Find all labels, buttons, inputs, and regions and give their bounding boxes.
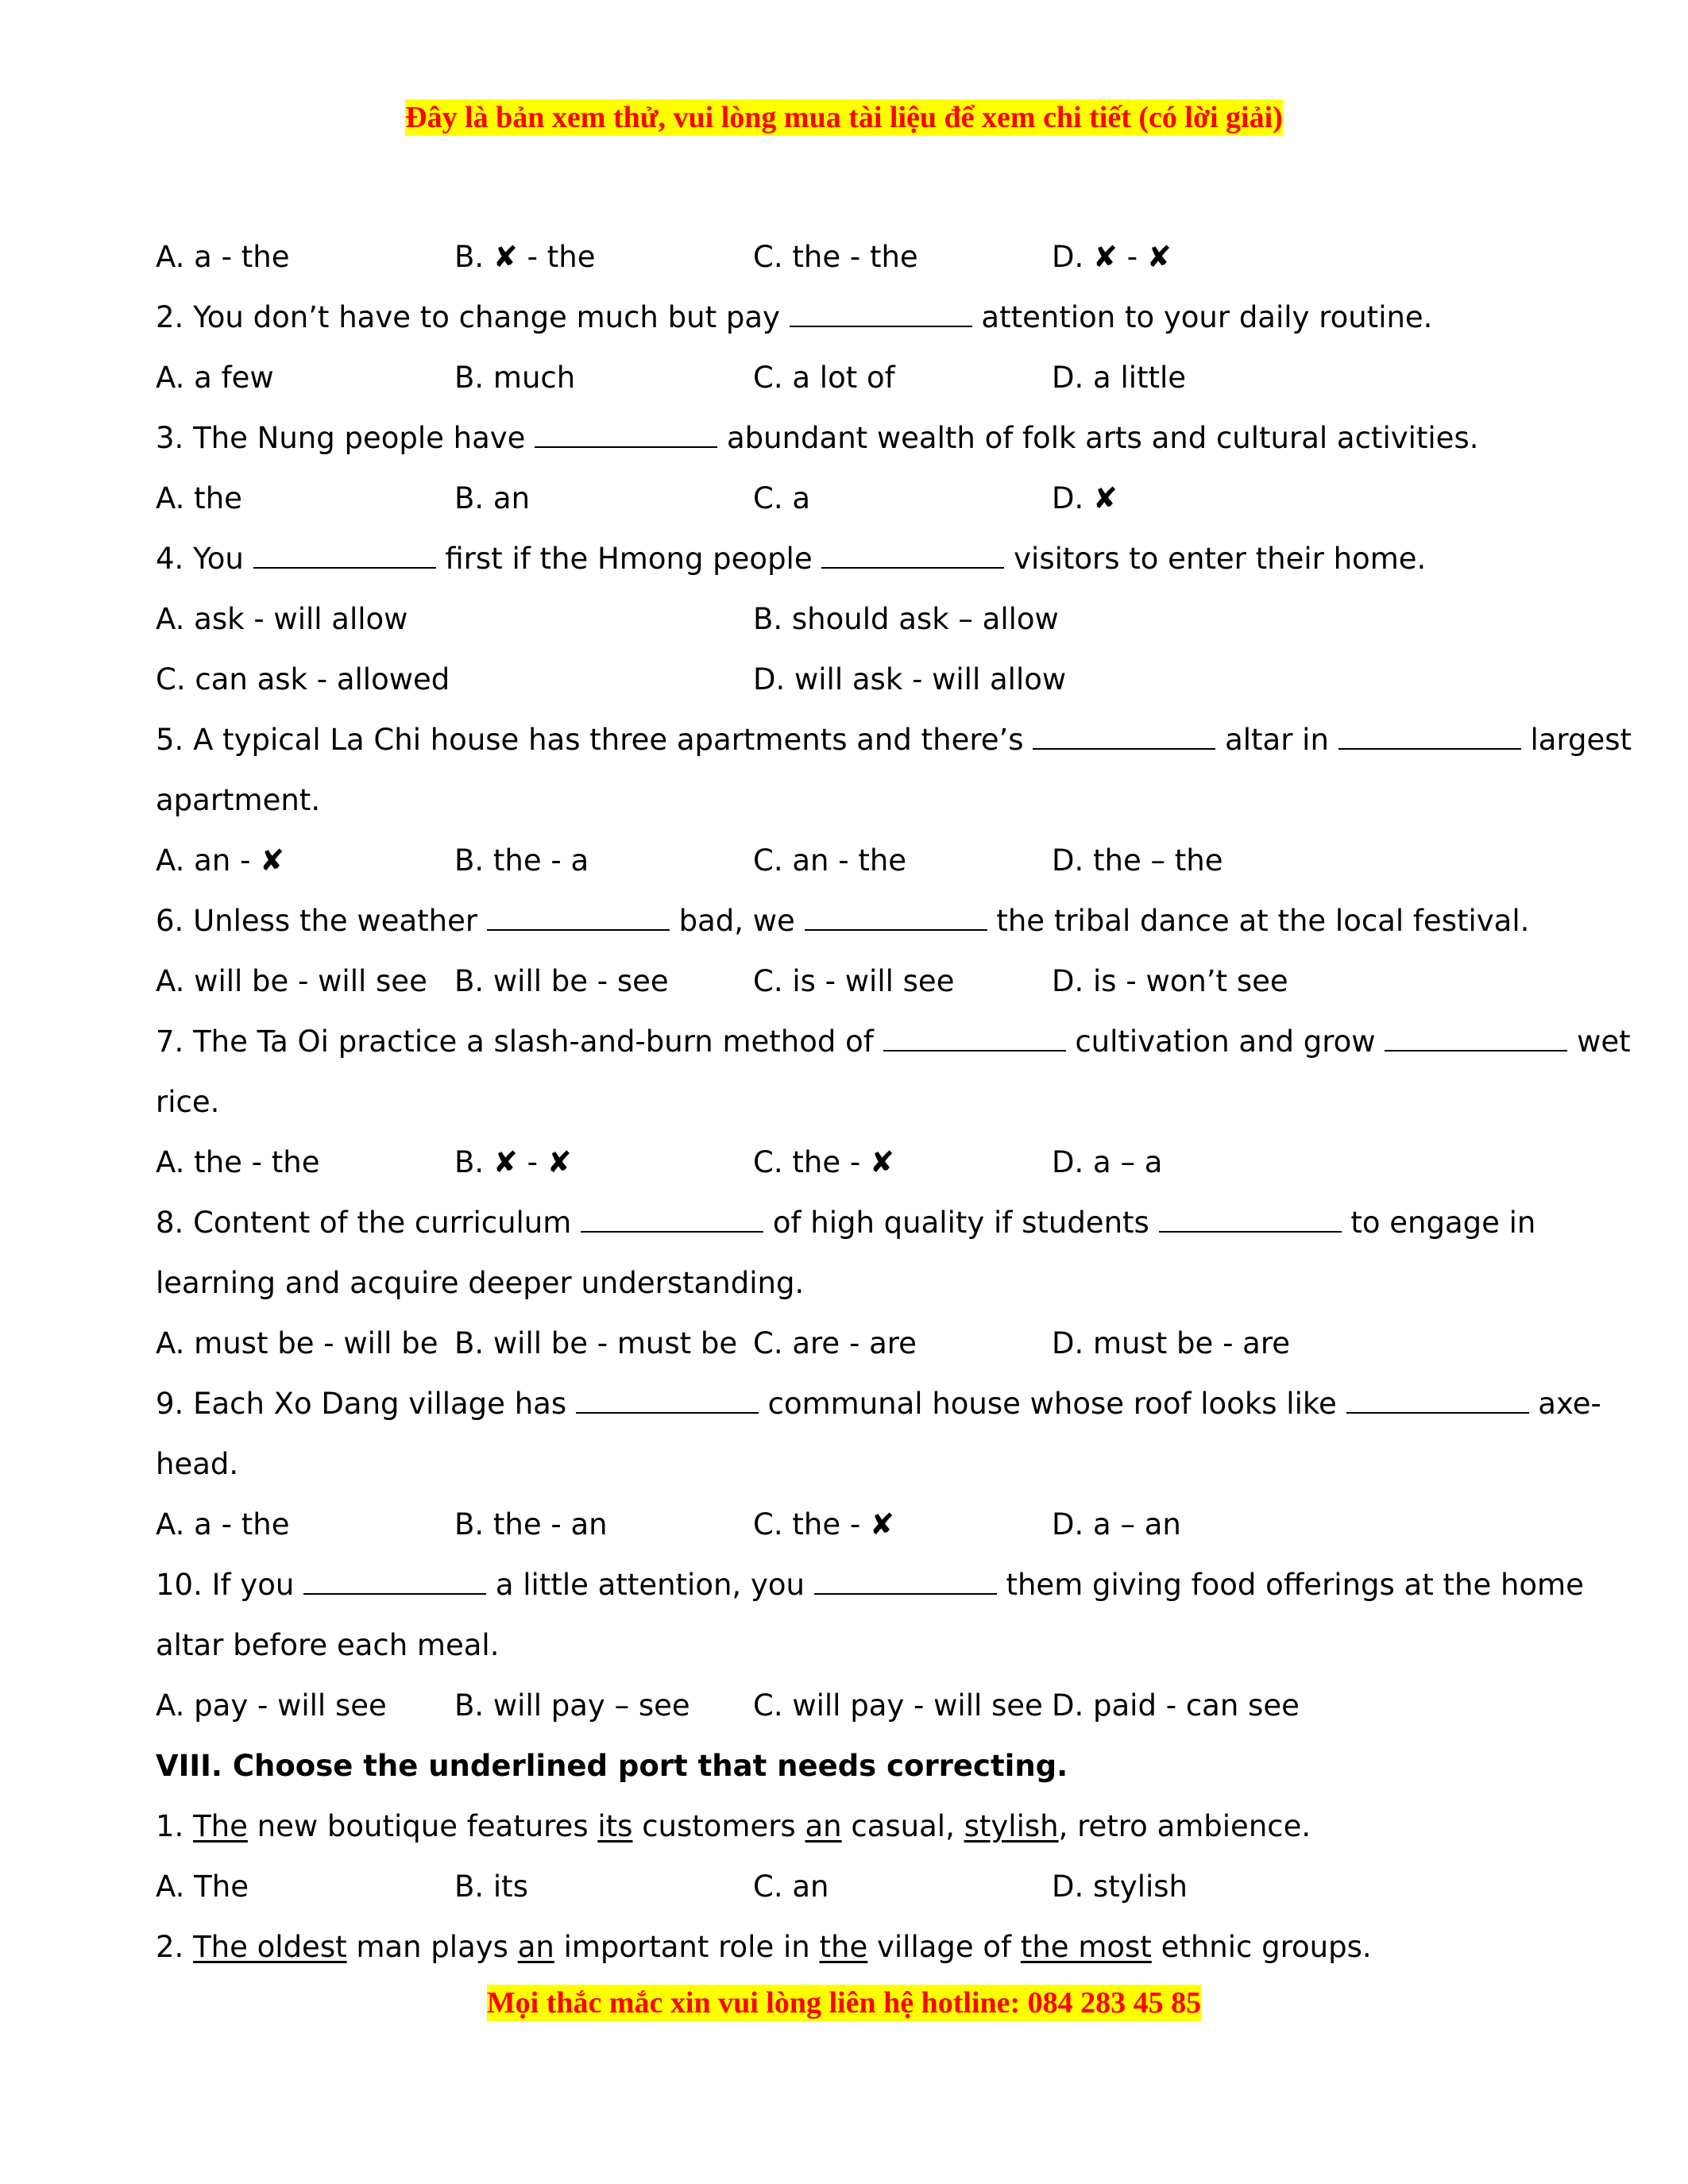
question-2: 2. You don’t have to change much but pay attention to your daily routine. <box>156 300 1433 334</box>
option-b[interactable]: B. ✘ - ✘ <box>454 1145 572 1179</box>
question-7-continued: rice. <box>156 1085 220 1119</box>
answer-blank <box>814 1569 997 1595</box>
answer-blank <box>790 302 972 327</box>
answer-blank <box>821 543 1004 569</box>
underlined-part: the <box>819 1930 868 1964</box>
viii-question-1: 1. The new boutique features its customers an casual, stylish, retro ambience. <box>156 1809 1311 1843</box>
option-c[interactable]: C. an - the <box>753 843 907 878</box>
option-d[interactable]: D. stylish <box>1052 1870 1188 1904</box>
option-a[interactable]: A. the <box>156 481 242 515</box>
option-b[interactable]: B. the - an <box>454 1507 608 1542</box>
option-d[interactable]: D. will ask - will allow <box>753 662 1067 696</box>
option-c[interactable]: C. the - the <box>753 240 918 274</box>
section-heading: VIII. Choose the underlined port that needs correcting. <box>156 1749 1068 1783</box>
underlined-part: stylish <box>964 1809 1059 1843</box>
option-c[interactable]: C. will pay - will see <box>753 1688 1043 1723</box>
option-b[interactable]: B. should ask – allow <box>753 602 1059 636</box>
option-a[interactable]: A. will be - will see <box>156 964 427 998</box>
option-d[interactable]: D. the – the <box>1052 843 1223 878</box>
question-8-continued: learning and acquire deeper understanding. <box>156 1266 805 1300</box>
option-d[interactable]: D. ✘ - ✘ <box>1052 240 1172 274</box>
answer-blank <box>1346 1388 1529 1414</box>
answer-blank <box>487 905 670 931</box>
question-9-continued: head. <box>156 1447 239 1481</box>
option-d[interactable]: D. is - won’t see <box>1052 964 1288 998</box>
answer-blank <box>1385 1026 1567 1051</box>
option-d[interactable]: D. a – a <box>1052 1145 1163 1179</box>
question-10-continued: altar before each meal. <box>156 1628 500 1662</box>
answer-blank <box>883 1026 1066 1051</box>
option-a[interactable]: A. ask - will allow <box>156 602 408 636</box>
option-c[interactable]: C. an <box>753 1870 829 1904</box>
option-b[interactable]: B. an <box>454 481 531 515</box>
answer-blank <box>535 423 717 448</box>
option-c[interactable]: C. can ask - allowed <box>156 662 450 696</box>
viii-question-2: 2. The oldest man plays an important role in the village of the most ethnic groups. <box>156 1930 1372 1964</box>
answer-blank <box>303 1569 486 1595</box>
question-5-continued: apartment. <box>156 783 321 817</box>
option-c[interactable]: C. are - are <box>753 1326 917 1360</box>
option-b[interactable]: B. the - a <box>454 843 589 878</box>
option-a[interactable]: A. the - the <box>156 1145 320 1179</box>
question-9: 9. Each Xo Dang village has communal house whose roof looks like axe- <box>156 1387 1601 1421</box>
question-5: 5. A typical La Chi house has three apartments and there’s altar in largest <box>156 723 1632 757</box>
answer-blank <box>581 1207 763 1233</box>
underlined-part: its <box>597 1809 633 1843</box>
answer-blank <box>253 543 436 569</box>
answer-blank <box>576 1388 759 1414</box>
option-d[interactable]: D. paid - can see <box>1052 1688 1300 1723</box>
answer-blank <box>1159 1207 1342 1233</box>
option-a[interactable]: A. The <box>156 1870 249 1904</box>
option-d[interactable]: D. ✘ <box>1052 481 1118 515</box>
question-4: 4. You first if the Hmong people visitors to enter their home. <box>156 542 1427 576</box>
question-6: 6. Unless the weather bad, we the tribal dance at the local festival. <box>156 904 1530 938</box>
answer-blank <box>1033 724 1215 750</box>
answer-blank <box>805 905 987 931</box>
option-c[interactable]: C. a <box>753 481 811 515</box>
option-b[interactable]: B. ✘ - the <box>454 240 596 274</box>
underlined-part: an <box>517 1930 554 1964</box>
option-b[interactable]: B. will pay – see <box>454 1688 690 1723</box>
option-a[interactable]: A. an - ✘ <box>156 843 285 878</box>
question-8: 8. Content of the curriculum of high quality if students to engage in <box>156 1206 1536 1240</box>
option-c[interactable]: C. is - will see <box>753 964 955 998</box>
question-3: 3. The Nung people have abundant wealth of folk arts and cultural activities. <box>156 421 1479 455</box>
option-d[interactable]: D. a little <box>1052 361 1187 395</box>
question-7: 7. The Ta Oi practice a slash-and-burn method of cultivation and grow wet <box>156 1024 1631 1059</box>
option-c[interactable]: C. the - ✘ <box>753 1145 894 1179</box>
option-a[interactable]: A. a - the <box>156 240 290 274</box>
preview-banner: Đây là bản xem thử, vui lòng mua tài liệu để xem chi tiết (có lời giải) <box>405 101 1283 134</box>
option-c[interactable]: C. the - ✘ <box>753 1507 894 1542</box>
answer-blank <box>1338 724 1521 750</box>
option-b[interactable]: B. its <box>454 1870 528 1904</box>
option-d[interactable]: D. must be - are <box>1052 1326 1291 1360</box>
option-d[interactable]: D. a – an <box>1052 1507 1181 1542</box>
underlined-part: an <box>805 1809 842 1843</box>
hotline-banner: Mọi thắc mắc xin vui lòng liên hệ hotline: 084 283 45 85 <box>486 1986 1202 2020</box>
underlined-part: the most <box>1020 1930 1152 1964</box>
option-a[interactable]: A. pay - will see <box>156 1688 387 1723</box>
option-a[interactable]: A. a few <box>156 361 274 395</box>
option-b[interactable]: B. will be - must be <box>454 1326 738 1360</box>
option-a[interactable]: A. a - the <box>156 1507 290 1542</box>
underlined-part: The <box>193 1809 248 1843</box>
option-b[interactable]: B. much <box>454 361 576 395</box>
option-c[interactable]: C. a lot of <box>753 361 895 395</box>
underlined-part: The oldest <box>193 1930 347 1964</box>
question-10: 10. If you a little attention, you them giving food offerings at the home <box>156 1568 1584 1602</box>
option-b[interactable]: B. will be - see <box>454 964 669 998</box>
option-a[interactable]: A. must be - will be <box>156 1326 438 1360</box>
